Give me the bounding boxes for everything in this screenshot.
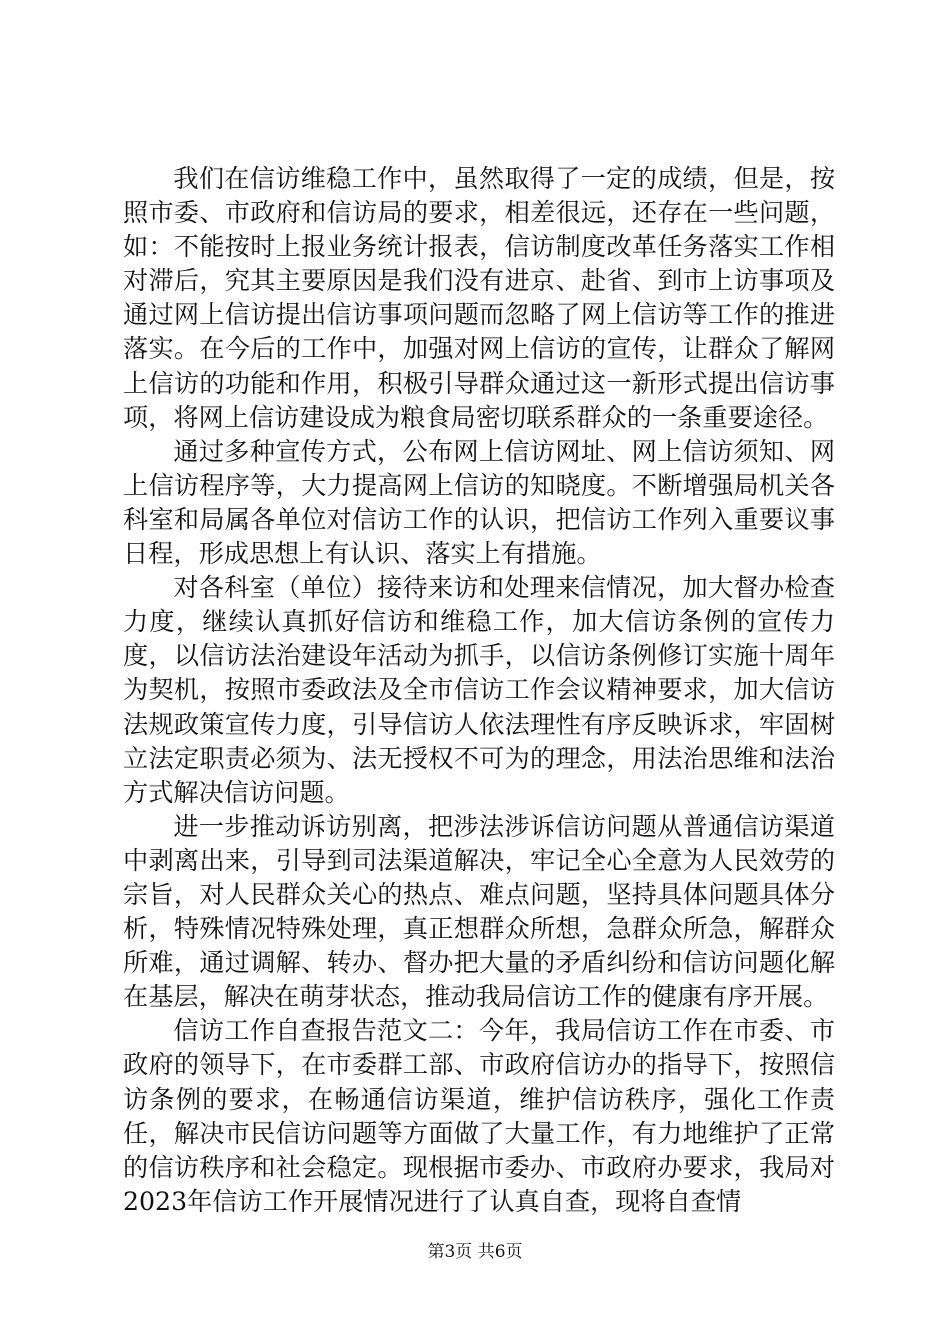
paragraph-1: 我们在信访维稳工作中，虽然取得了一定的成绩，但是，按照市委、市政府和信访局的要求，相差很远，还存在一些问题，如：不能按时上报业务统计报表，信访制度改革任务落实工作相对滞后，究其主要原因是我们没有进京、赴省、到市上访事项及通过网上信访提出信访事项问题而忽略了网上信访等工作的推进落实。在今后的工作中，加强对网上信访的宣传，让群众了解网上信访的功能和作用，积极引导群众通过这一新形式提出信访事项，将网上信访建设成为粮食局密切联系群众的一条重要途径。 (123, 164, 835, 432)
page-number-footer: 第3页 共6页 (427, 1242, 523, 1262)
paragraph-4: 进一步推动诉访别离，把涉法涉诉信访问题从普通信访渠道中剥离出来，引导到司法渠道解决，牢记全心全意为人民效劳的宗旨，对人民群众关心的热点、难点问题，坚持具体问题具体分析，特殊情况特殊处理，真正想群众所想，急群众所急，解群众所难，通过调解、转办、督办把大量的矛盾纠纷和信访问题化解在基层，解决在萌芽状态，推动我局信访工作的健康有序开展。 (123, 811, 835, 1012)
paragraph-5: 信访工作自查报告范文二：今年，我局信访工作在市委、市政府的领导下，在市委群工部、市政府信访办的指导下，按照信访条例的要求，在畅通信访渠道，维护信访秩序，强化工作责任，解决市民信访问题等方面做了大量工作，有力地维护了正常的信访秩序和社会稳定。现根据市委办、市政府办要求，我局对2023年信访工作开展情况进行了认真自查，现将自查情 (123, 1016, 835, 1216)
paragraph-3: 对各科室（单位）接待来访和处理来信情况，加大督办检查力度，继续认真抓好信访和维稳工作，加大信访条例的宣传力度，以信访法治建设年活动为抓手，以信访条例修订实施十周年为契机，按照市委政法及全市信访工作会议精神要求，加大信访法规政策宣传力度，引导信访人依法理性有序反映诉求，牢固树立法定职责必须为、法无授权不可为的理念，用法治思维和法治方式解决信访问题。 (123, 573, 835, 807)
document-body (123, 162, 835, 1219)
paragraph-2: 通过多种宣传方式，公布网上信访网址、网上信访须知、网上信访程序等，大力提高网上信访的知晓度。不断增强局机关各科室和局属各单位对信访工作的认识，把信访工作列入重要议事日程，形成思想上有认识、落实上有措施。 (123, 436, 835, 569)
